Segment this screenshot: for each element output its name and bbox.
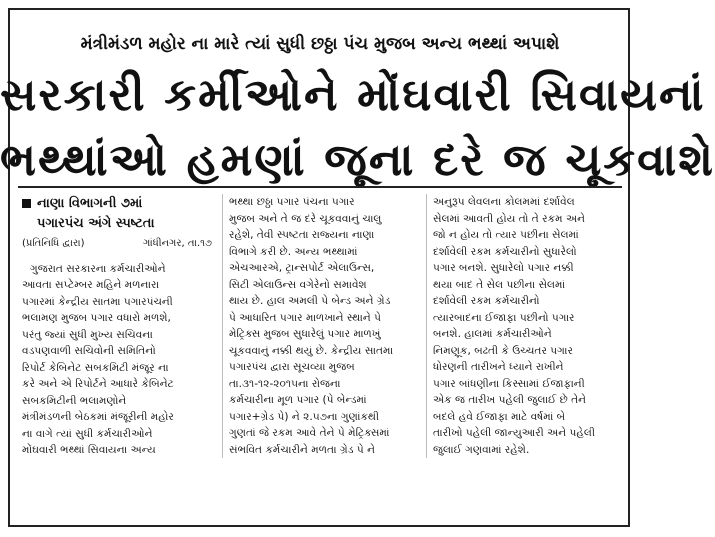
text-line: એચઆરએ, ટ્રાન્સપોર્ટ એલાઉન્સ, bbox=[229, 262, 375, 274]
text-line: મોંઘવારી ભથ્થાં સિવાયના અન્ય bbox=[22, 444, 156, 456]
text-line: તારીખો પહેલી જાન્યુઆરી અને પહેલી bbox=[433, 427, 595, 439]
text-line: સેલમાં આવતી હોય તો તે રકમ અને bbox=[433, 212, 586, 225]
text-line: થાય છે. હાલ અમલી પે બેન્ડ અને ગ્રેડ bbox=[229, 295, 391, 307]
text-line: તા.૩૧-૧૨-૨૦૧૫ના રોજના bbox=[229, 377, 341, 390]
text-line: થયા બાદ તે સેલ પછીના સેલમાં bbox=[433, 278, 566, 291]
text-line: ભથ્થા છઠ્ઠા પગાર પંચના પગાર bbox=[229, 196, 355, 208]
text-line: વડપણવાળી સચિવોની સમિતિનો bbox=[22, 345, 156, 357]
text-line: દર્શાવેલી રકમ કર્મચારીનો bbox=[433, 295, 540, 307]
text-line: એક જ તારીખ પહેલી જુલાઈ છે તેને bbox=[433, 394, 587, 406]
text-line: દર્શાવેલી રકમ કર્મચારીનો સુધારેલો bbox=[433, 245, 577, 258]
text-line: રહેશે, તેવી સ્પષ્ટતા રાજ્યના નાણા bbox=[229, 229, 375, 241]
text-line: વિભાગે કરી છે. અન્ય ભથ્થામાં bbox=[229, 245, 358, 258]
text-line: સિટી એલાઉન્સ વગેરેનો સમાવેશ bbox=[229, 278, 367, 291]
text-line: નિમણૂક, બઢતી કે ઉચ્ચતર પગાર bbox=[433, 344, 573, 357]
text-line: જો ન હોય તો ત્યાર પછીના સેલમાં bbox=[433, 229, 579, 241]
text-line: પરંતુ જ્યાં સુધી મુખ્ય સચિવના bbox=[22, 328, 153, 341]
text-line: બનશે. હાલમાં કર્મચારીઓને bbox=[433, 328, 552, 340]
text-line: પગાર+ગ્રેડ પે) ને ૨.૫૭ના ગુણાંકથી bbox=[229, 410, 380, 423]
article-column-3 bbox=[426, 194, 629, 458]
text-line: પે આધારિત પગાર માળખાને સ્થાને પે bbox=[229, 311, 381, 324]
byline: (પ્રતિનિધિ દ્વારા) bbox=[22, 238, 85, 249]
kicker-headline: મંત્રીમંડળ મહોર ના મારે ત્યાં સુધી છઠ્ઠા પંચ મુજબ અન્ય ભથ્થાં અપાશે bbox=[80, 34, 560, 54]
subhead bbox=[22, 194, 212, 234]
text-line: પગારમાં કેન્દ્રીય સાતમા પગારપંચની bbox=[22, 295, 173, 308]
text-line: મેટ્રિક્સ મુજબ સુધારેલું પગાર માળખું bbox=[229, 328, 381, 340]
column-1-body bbox=[22, 261, 212, 459]
text-line: મંત્રીમંડળની બેઠકમાં મંજૂરીની મહોર bbox=[22, 411, 174, 423]
article-column-1 bbox=[22, 194, 212, 459]
text-line: જુલાઈ ગણવામાં રહેશે. bbox=[433, 443, 530, 456]
headline-line-1: સરકારી કર્મીઓને મોંઘવારી સિવાયનાં bbox=[0, 68, 706, 121]
dateline: ગાંધીનગર, તા.૧૭ bbox=[143, 238, 212, 249]
dateline-row bbox=[22, 236, 212, 253]
headline-line-2: ભથ્થાંઓ હમણાં જૂના દરે જ ચૂકવાશે bbox=[0, 133, 715, 186]
text-line: રિપોર્ટ કેબિનેટ સબકમિટી મંજૂર ના bbox=[22, 361, 169, 374]
text-line: ભલામણ મુજબ પગાર વધારો મળશે, bbox=[22, 312, 171, 324]
text-line: પગારપંચ દ્વારા સૂચવ્યા મુજબ bbox=[229, 361, 355, 373]
text-line: ચૂકવવાનું નક્કી થયું છે. કેન્દ્રીય સાતમા bbox=[229, 344, 394, 357]
text-line: ગુણતાં જે રકમ આવે તેને પે મેટ્રિક્સમાં bbox=[229, 427, 390, 439]
text-line: ગુજરાત સરકારના કર્મચારીઓને bbox=[30, 262, 166, 275]
text-line: સંભવિત કર્મચારીને મળતા ગ્રેડ પે ને bbox=[229, 443, 376, 456]
text-line: સબકમિટીની ભલામણોને bbox=[22, 394, 127, 407]
subhead-line-1: નાણા વિભાગની ૭માં bbox=[37, 196, 143, 211]
bullet-square-icon bbox=[22, 199, 31, 208]
text-line: મુજબ અને તે જ દરે ચૂકવવાનું ચાલુ bbox=[229, 212, 382, 225]
text-line: પગાર બનશે. સુધારેલો પગાર નક્કી bbox=[433, 262, 574, 274]
text-line: બદલે હવે ઈજાફા માટે વર્ષમાં બે bbox=[433, 410, 566, 423]
text-line: ધોરણની તારીખને ધ્યાને રાખીને bbox=[433, 361, 564, 373]
article-column-2 bbox=[222, 194, 427, 458]
text-line: કરે અને એ રિપોર્ટને આધારે કેબિનેટ bbox=[22, 378, 174, 390]
subhead-line-2: પગારપંચ અંગે સ્પષ્ટતા bbox=[37, 216, 155, 231]
text-line: પગાર બાંધણીના કિસ્સામાં ઈજાફાની bbox=[433, 377, 585, 390]
text-line: અનુરૂપ લેવલના કોલમમાં દર્શાવેલ bbox=[433, 196, 575, 208]
text-line: આવતા સપ્ટેમ્બર મહિને મળનારા bbox=[22, 279, 160, 291]
text-line: ના વાગે ત્યાં સુધી કર્મચારીઓને bbox=[22, 427, 153, 440]
text-line: ત્યારબાદના ઈજાફા પછીનો પગાર bbox=[433, 311, 575, 324]
headline-divider bbox=[18, 186, 622, 188]
text-line: કર્મચારીના મૂળ પગાર (પે બેન્ડમાં bbox=[229, 394, 367, 406]
